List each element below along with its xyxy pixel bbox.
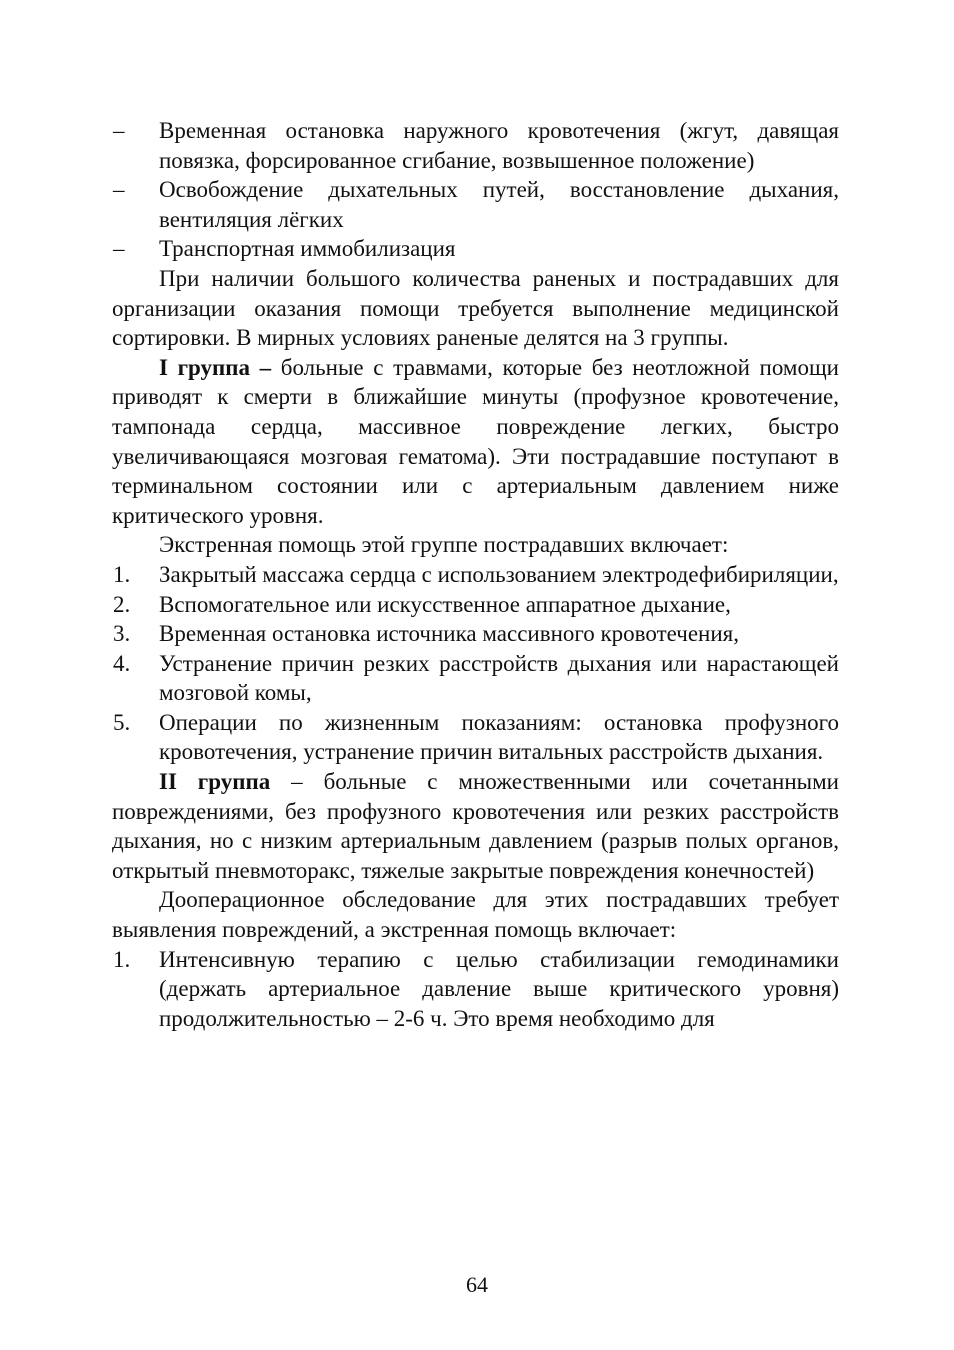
group2-intro: Дооперационное обследование для этих пострадавших требует выявления повреждений, а экстренная помощь включает: xyxy=(112,887,839,943)
group1-intro: Экстренная помощь этой группе пострадавших включает: xyxy=(159,532,729,558)
item-number: 5. xyxy=(113,709,131,735)
dash-item-text: Освобождение дыхательных путей, восстановление дыхания, вентиляция лёгких xyxy=(159,177,839,232)
item-text: Устранение причин резких расстройств дыхания или нарастающей мозговой комы, xyxy=(159,650,839,706)
dash-list-item xyxy=(112,234,839,264)
item-number: 4. xyxy=(113,650,131,676)
item-text: Вспомогательное или искусственное аппаратное дыхание, xyxy=(159,591,731,617)
dash-marker: – xyxy=(113,236,125,262)
dash-marker: – xyxy=(113,118,125,143)
numbered-list-item xyxy=(112,945,839,1034)
group2-paragraph xyxy=(112,767,839,885)
dash-item-text: Транспортная иммобилизация xyxy=(159,236,456,262)
group2-label: II группа xyxy=(159,769,271,795)
group1-label: I группа – xyxy=(159,354,272,380)
dash-list-item xyxy=(112,116,839,175)
item-text: Временная остановка источника массивного кровотечения, xyxy=(159,621,739,647)
item-number: 3. xyxy=(113,621,131,647)
group1-paragraph xyxy=(112,353,839,531)
item-number: 1. xyxy=(113,561,131,587)
numbered-list-item xyxy=(112,649,839,708)
item-number: 2. xyxy=(113,591,131,617)
dash-list-item xyxy=(112,175,839,234)
item-number: 1. xyxy=(113,946,131,972)
item-text: Закрытый массажа сердца с использованием электродефибириляции, xyxy=(159,561,839,587)
item-text: Интенсивную терапию с целью стабилизации гемодинамики (держать артериальное давление выше критического уровня) продолжительностью – 2-6 ч. Это время необходимо для xyxy=(159,946,839,1031)
numbered-list-item xyxy=(112,708,839,767)
sorting-paragraph: При наличии большого количества раненых и пострадавших для организации оказания помощи требуется выполнение медицинской сортировки. В мирных условиях раненые делятся на 3 группы. xyxy=(112,265,839,351)
group2-text: – больные с множественными или сочетанными повреждениями, без профузного кровотечения или резких расстройств дыхания, но с низким артериальным давлением (разрыв полых органов, открытый пневмоторакс, тяжелые закрытые повреждения конечностей) xyxy=(112,769,839,883)
page-body xyxy=(112,116,839,1033)
numbered-list-item xyxy=(112,619,839,649)
dash-marker: – xyxy=(113,177,125,203)
numbered-list-item xyxy=(112,560,839,590)
numbered-list-item xyxy=(112,590,839,620)
item-text: Операции по жизненным показаниям: остановка профузного кровотечения, устранение причин витальных расстройств дыхания. xyxy=(159,709,839,765)
page-number: 64 xyxy=(466,1272,488,1297)
group1-text: больные с травмами, которые без неотложной помощи приводят к смерти в ближайшие минуты (профузное кровотечение, тампонада сердца, массивное повреждение легких, быстро увеличивающаяся мозговая гематома). Эти пострадавшие поступают в терминальном состоянии или с артериальным давлением ниже критического уровня. xyxy=(112,354,839,528)
dash-item-text: Временная остановка наружного кровотечения (жгут, давящая повязка, форсированное сгибание, возвышенное положение) xyxy=(159,118,839,173)
